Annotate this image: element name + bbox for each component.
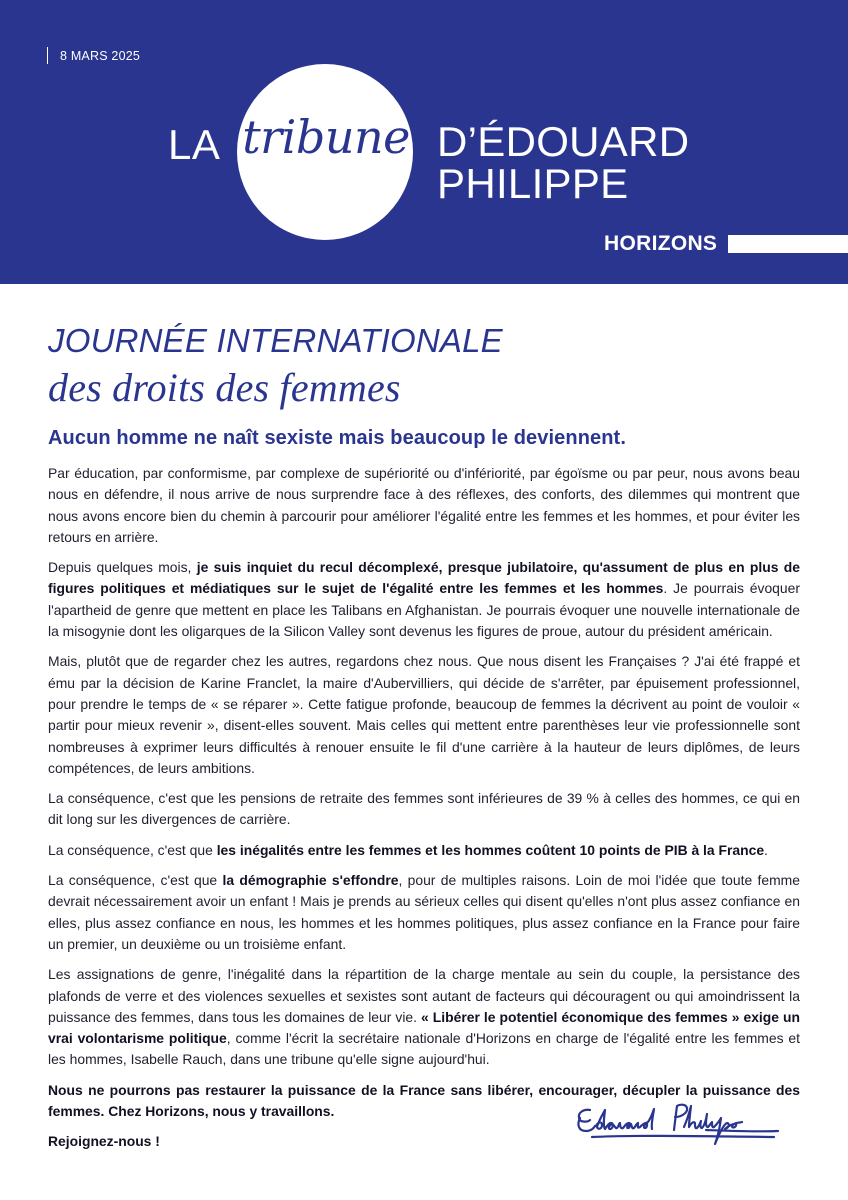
title-author	[437, 118, 690, 207]
paragraph-5-text-c: .	[764, 841, 768, 858]
article-lead: Aucun homme ne naît sexiste mais beaucoup le deviennent.	[48, 427, 626, 449]
article-heading-line1: JOURNÉE INTERNATIONALE	[48, 322, 503, 359]
title-author-line2: PHILIPPE	[437, 160, 629, 207]
title-tribune: tribune	[242, 110, 410, 164]
paragraph-7-emphasis: « Libérer le potentiel économique des femmes » exige un vrai volontarisme politique	[48, 1008, 800, 1047]
date-divider	[47, 47, 48, 64]
paragraph-2-emphasis: je suis inquiet du recul décomplexé, presque jubilatoire, qu'assument de plus en plus de figures politiques et médiatiques sur le sujet de l'égalité entre les femmes et les hommes	[48, 559, 800, 597]
call-to-action: Rejoignez-nous !	[48, 1133, 160, 1150]
title-author-line1: D’ÉDOUARD	[437, 118, 690, 165]
party-logo-stripe	[728, 235, 848, 253]
signature-image	[574, 1096, 782, 1148]
paragraph-5	[48, 840, 800, 861]
paragraph-6-emphasis: la démographie s'effondre	[222, 872, 399, 889]
paragraph-3: Mais, plutôt que de regarder chez les autres, regardons chez nous. Que nous disent les Françaises ? J'ai été frappé et ému par la décision de Karine Franclet, la maire d'Aubervilliers, qui décide de s'arrêter, par épuisement professionnel, pour prendre le temps de « se réparer ». Cette fatigue profonde, beaucoup de femmes la décrivent au point de vouloir « partir pour mieux revenir », disent-elles souvent. Mais celles qui mettent entre parenthèses leur vie professionnelle sont nombreuses à exprimer leurs difficultés à renouer ensuite le fil d'une carrière à la hauteur de leurs diplômes, de leurs compétences, de leurs ambitions.	[48, 653, 800, 776]
header-banner	[0, 0, 848, 284]
title-la: LA	[168, 121, 221, 168]
paragraph-6-text-a: La conséquence, c'est que	[48, 872, 223, 889]
paragraph-4: La conséquence, c'est que les pensions de retraite des femmes sont inférieures de 39 % à celles des hommes, ce qui en dit long sur les divergences de carrière.	[48, 790, 800, 828]
paragraph-7	[48, 964, 800, 1070]
paragraph-7-text-c: , comme l'écrit la secrétaire nationale d'Horizons en charge de l'égalité entre les femmes et les hommes, Isabelle Rauch, dans une tribune qu'elle signe aujourd'hui.	[48, 1030, 800, 1068]
party-logo-text: HORIZONS	[604, 232, 718, 255]
article-body	[48, 463, 800, 1162]
paragraph-6	[48, 870, 800, 955]
paragraph-7-text-a: Les assignations de genre, l'inégalité dans la répartition de la charge mentale au sein du couple, la persistance des plafonds de verre et des violences sexuelles et sexistes sont autant de facteurs qui découragent ou qui amoindrissent la puissance des femmes, dans tous les domaines de leur vie.	[48, 966, 800, 1025]
paragraph-2	[48, 557, 800, 642]
paragraph-6-text-c: , pour de multiples raisons. Loin de moi l'idée que toute femme devrait nécessairement avoir un enfant ! Mais je prends au sérieux celles qui disent qu'elles n'ont plus assez confiance en elles, plus assez confiance en nous, les hommes et les hommes politiques, plus assez confiance en la France pour faire un premier, un deuxième ou un troisième enfant.	[48, 872, 800, 952]
paragraph-1: Par éducation, par conformisme, par complexe de supériorité ou d'infériorité, par égoïsme ou par peur, nous avons beau nous en défendre, il nous arrive de nous surprendre face à des réflexes, des conforts, des dilemmes qui montrent que nous avons encore bien du chemin à parcourir pour améliorer l'égalité entre les femmes et les hommes, et pour éviter les retours en arrière.	[48, 465, 800, 545]
paragraph-8-emphasis: Nous ne pourrons pas restaurer la puissance de la France sans libérer, encourager, décupler la puissance des femmes. Chez Horizons, nous y travaillons.	[48, 1081, 800, 1120]
publication-date: 8 MARS 2025	[60, 49, 141, 63]
article-heading-line2: des droits des femmes	[48, 365, 401, 410]
paragraph-2-text-a: Depuis quelques mois,	[48, 559, 197, 576]
paragraph-2-text-c: . Je pourrais évoquer l'apartheid de genre que mettent en place les Talibans en Afghanistan. Je pourrais évoquer une nouvelle internationale de la misogynie dont les oligarques de la Silicon Valley sont devenus les figures de proue, autour du président américain.	[48, 580, 800, 640]
paragraph-5-emphasis: les inégalités entre les femmes et les hommes coûtent 10 points de PIB à la France	[216, 841, 765, 858]
paragraph-5-text-a: La conséquence, c'est que	[48, 841, 217, 858]
